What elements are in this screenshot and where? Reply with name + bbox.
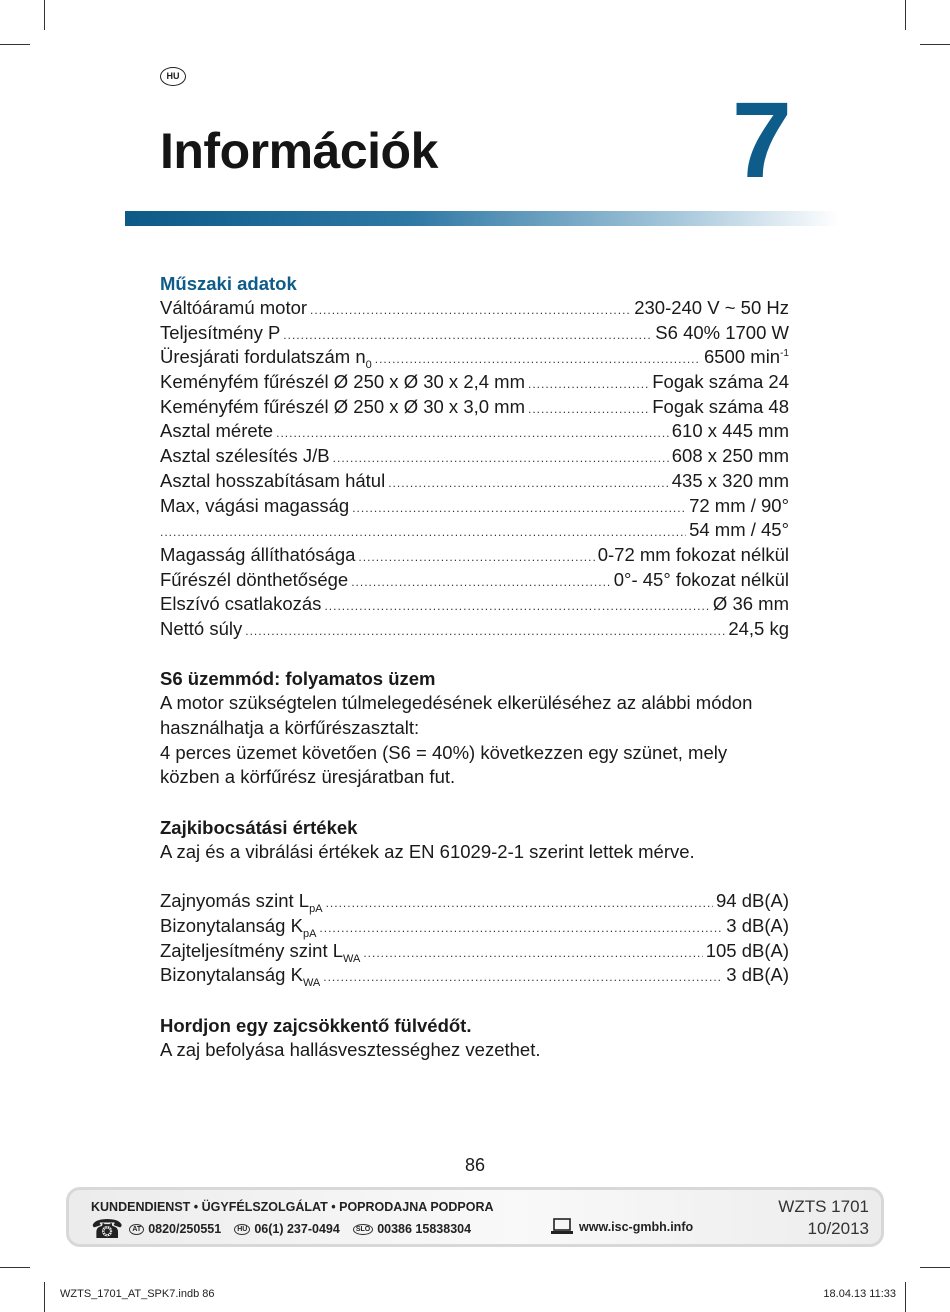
dot-leader — [310, 298, 631, 323]
spec-value: 0°- 45° fokozat nélkül — [613, 568, 789, 590]
dot-leader — [363, 941, 702, 966]
spec-label: Elszívó csatlakozás — [160, 593, 322, 615]
noise-intro: A zaj és a vibrálási értékek az EN 61029-2-1 szerint lettek mérve. — [160, 840, 695, 862]
spec-label: Max, vágási magasság — [160, 494, 350, 516]
spec-label: Asztal szélesítés J/B — [160, 445, 330, 467]
spec-row — [160, 568, 789, 593]
noise-label — [160, 889, 323, 914]
dot-leader — [528, 397, 649, 422]
website — [551, 1218, 693, 1236]
dot-leader — [351, 570, 611, 595]
spec-row — [160, 444, 789, 469]
spec-row — [160, 494, 789, 519]
specs-heading: Műszaki adatok — [160, 273, 297, 294]
spec-label: Fűrészél dönthetősége — [160, 568, 349, 590]
noise-label — [160, 963, 320, 988]
country-code-badge: SLO — [353, 1224, 373, 1235]
service-titles: KUNDENDIENST • ÜGYFÉLSZOLGÁLAT • POPRODAJNA PODPORA — [91, 1200, 494, 1214]
spec-row — [160, 345, 789, 370]
noise-label-subscript: WA — [343, 952, 361, 965]
crop-mark — [44, 1282, 45, 1312]
crop-mark — [920, 44, 950, 45]
noise-value: 3 dB(A) — [726, 914, 789, 936]
contact-slo — [353, 1222, 471, 1236]
dot-leader — [352, 496, 686, 521]
contact-hu — [234, 1222, 340, 1236]
crop-mark — [0, 1267, 30, 1268]
spec-row — [160, 321, 789, 346]
page-title: Információk — [160, 123, 438, 179]
spec-value: Fogak száma 48 — [652, 395, 789, 417]
noise-label — [160, 914, 316, 939]
country-code-badge: HU — [234, 1224, 250, 1235]
spec-row — [160, 419, 789, 444]
spec-row — [160, 592, 789, 617]
spec-value-text: 6500 min — [703, 346, 781, 368]
spec-label: Asztal mérete — [160, 420, 274, 442]
spec-row — [160, 296, 789, 321]
noise-row — [160, 889, 789, 914]
spec-value: Fogak száma 24 — [652, 371, 789, 393]
dot-leader — [358, 545, 594, 570]
spec-value: S6 40% 1700 W — [655, 321, 789, 343]
spec-label-subscript: 0 — [365, 359, 372, 372]
model-info — [778, 1196, 869, 1240]
spec-value: 230-240 V ~ 50 Hz — [634, 297, 789, 318]
service-contacts — [91, 1214, 484, 1244]
noise-row — [160, 939, 789, 964]
noise-label — [160, 939, 360, 964]
spec-label: Váltóáramú motor — [160, 297, 308, 318]
spec-label: Keményfém fűrészél Ø 250 x Ø 30 x 3,0 mm — [160, 395, 526, 417]
dot-leader — [388, 471, 669, 496]
spec-label — [160, 345, 372, 370]
spec-value: 54 mm / 45° — [689, 519, 789, 541]
noise-value: 105 dB(A) — [705, 939, 789, 961]
spacer — [160, 790, 789, 815]
dot-leader — [326, 891, 713, 916]
spec-value: 72 mm / 90° — [689, 494, 789, 516]
noise-value: 94 dB(A) — [715, 890, 789, 912]
dot-leader — [245, 619, 725, 644]
contact-at — [129, 1222, 221, 1236]
laptop-icon — [551, 1218, 573, 1236]
spec-value: 0-72 mm fokozat nélkül — [597, 543, 789, 565]
dot-leader — [375, 347, 701, 372]
phone-number: 06(1) 237-0494 — [254, 1222, 340, 1236]
spacer — [160, 988, 789, 1013]
spec-value: 608 x 250 mm — [671, 445, 789, 467]
dot-leader — [283, 323, 652, 348]
page-content — [160, 271, 789, 1062]
chapter-number: 7 — [731, 79, 792, 200]
spec-value-superscript: -1 — [780, 348, 789, 360]
noise-row — [160, 914, 789, 939]
dot-leader — [160, 520, 686, 545]
spec-value: 435 x 320 mm — [671, 469, 789, 491]
warning-text: A zaj befolyása hallásvesztességhez vezethet. — [160, 1038, 541, 1060]
website-url: www.isc-gmbh.info — [579, 1220, 694, 1234]
phone-number: 0820/250551 — [148, 1222, 222, 1236]
s6-text-line: használhatja a körfűrészasztalt: — [160, 717, 420, 739]
noise-value: 3 dB(A) — [726, 964, 789, 986]
noise-label-text: Zajnyomás szint L — [160, 890, 310, 912]
noise-heading: Zajkibocsátási értékek — [160, 816, 358, 838]
crop-mark — [44, 0, 45, 30]
spec-label: Nettó súly — [160, 617, 243, 639]
dot-leader — [528, 372, 649, 397]
print-slug-timestamp: 18.04.13 11:33 — [823, 1288, 896, 1300]
noise-label-subscript: WA — [302, 977, 321, 990]
spec-row — [160, 543, 789, 568]
spec-row — [160, 469, 789, 494]
noise-table — [160, 889, 789, 988]
crop-mark — [920, 1267, 950, 1268]
noise-label-subscript: pA — [302, 927, 317, 940]
noise-label-text: Bizonytalanság K — [160, 964, 303, 986]
noise-label-subscript: pA — [309, 903, 323, 916]
dot-leader — [319, 916, 723, 941]
spec-row — [160, 370, 789, 395]
spec-row — [160, 518, 789, 543]
dot-leader — [323, 965, 723, 990]
spec-label: Teljesítmény P — [160, 321, 281, 343]
spec-label: Asztal hosszabításam hátul — [160, 469, 386, 491]
spec-value — [704, 345, 789, 370]
spec-label-text: Üresjárati fordulatszám n — [160, 346, 366, 368]
service-footer — [66, 1187, 884, 1247]
model-date: 10/2013 — [807, 1219, 869, 1238]
phone-number: 00386 15838304 — [377, 1222, 472, 1236]
spec-value: Ø 36 mm — [712, 593, 789, 615]
model-number: WZTS 1701 — [778, 1197, 869, 1216]
spec-value: 610 x 445 mm — [671, 420, 789, 442]
crop-mark — [905, 0, 906, 30]
noise-row — [160, 963, 789, 988]
crop-mark — [0, 44, 30, 45]
page-number: 86 — [464, 1155, 486, 1175]
noise-label-text: Zajteljesítmény szint L — [160, 939, 344, 961]
s6-text-line: közben a körfűrész üresjáratban fut. — [160, 766, 456, 788]
noise-label-text: Bizonytalanság K — [160, 914, 303, 936]
s6-text-line: 4 perces üzemet követően (S6 = 40%) következzen egy szünet, mely — [160, 741, 728, 763]
dot-leader — [324, 594, 709, 619]
spec-row — [160, 395, 789, 420]
s6-text-line: A motor szükségtelen túlmelegedésének elkerüléséhez az alábbi módon — [160, 692, 753, 714]
dot-leader — [276, 421, 669, 446]
crop-mark — [905, 1282, 906, 1312]
spec-label: Keményfém fűrészél Ø 250 x Ø 30 x 2,4 mm — [160, 371, 526, 393]
spec-row — [160, 617, 789, 642]
country-code-badge: AT — [129, 1224, 144, 1235]
dot-leader — [333, 446, 669, 471]
specs-table — [160, 296, 789, 642]
title-gradient-bar — [125, 211, 840, 226]
spacer — [160, 865, 789, 890]
spec-label: Magasság állíthatósága — [160, 543, 356, 565]
print-slug-file: WZTS_1701_AT_SPK7.indb 86 — [60, 1288, 215, 1300]
phone-icon: ☎ — [91, 1214, 124, 1244]
language-badge: HU — [160, 67, 186, 86]
warning-heading: Hordjon egy zajcsökkentő fülvédőt. — [160, 1014, 472, 1036]
s6-heading: S6 üzemmód: folyamatos üzem — [160, 668, 436, 690]
spec-value: 24,5 kg — [728, 617, 789, 639]
spacer — [160, 642, 789, 667]
